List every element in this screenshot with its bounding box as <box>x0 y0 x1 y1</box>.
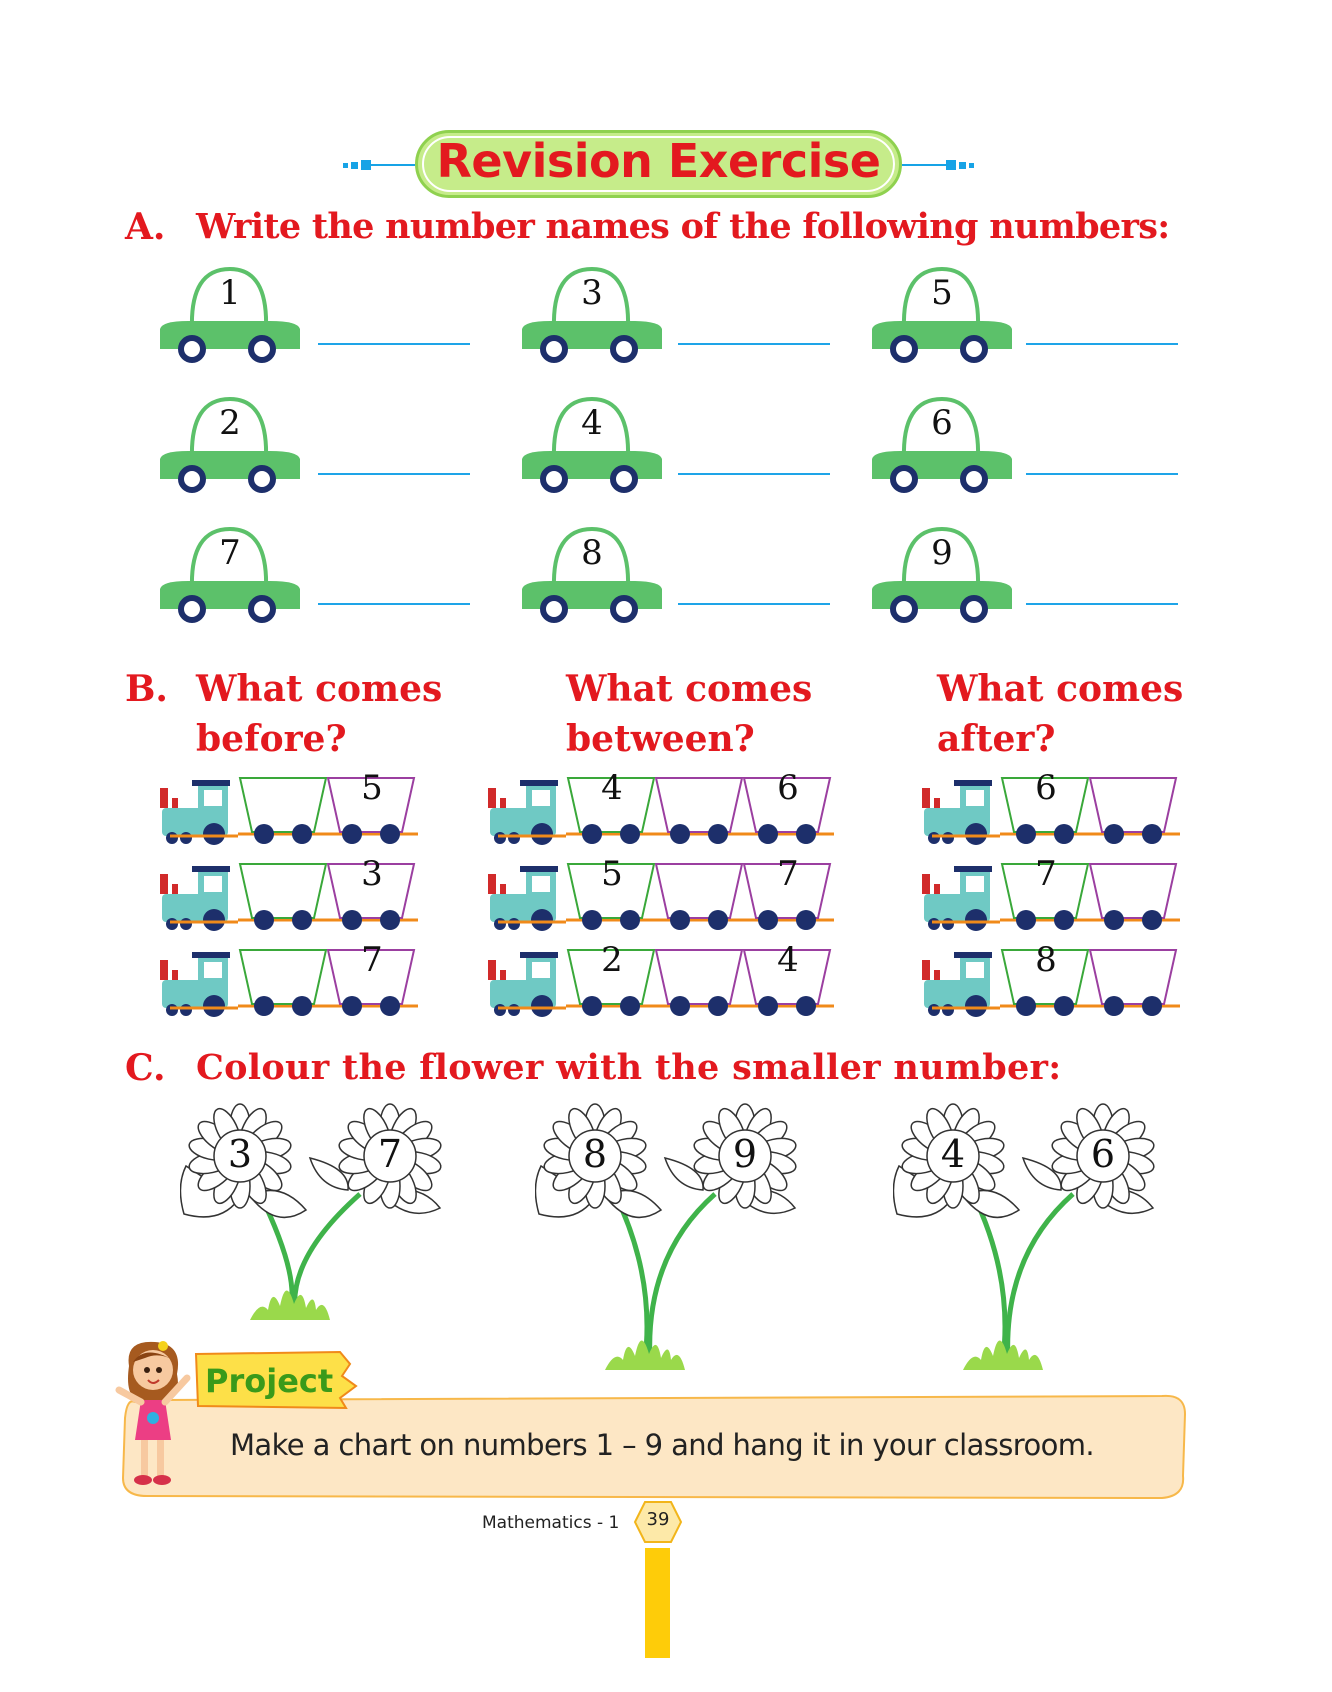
answer-line-7[interactable] <box>318 603 470 605</box>
section-b-letter: B. <box>125 668 168 710</box>
wagon-number: 3 <box>361 854 383 894</box>
wagon-number: 7 <box>361 940 383 980</box>
car-number-label: 7 <box>219 533 241 573</box>
car-number-8 <box>520 525 664 625</box>
answer-line-3[interactable] <box>678 343 830 345</box>
car-number-label: 3 <box>581 273 603 313</box>
title-connector-left <box>343 160 415 170</box>
flower-pair-3-7 <box>180 1096 450 1340</box>
flower-pair-4-6 <box>893 1096 1163 1390</box>
flower-number-7[interactable]: 7 <box>377 1132 403 1176</box>
between-train-2-4 <box>486 940 834 1024</box>
wagon-number: 7 <box>777 854 799 894</box>
car-number-7 <box>158 525 302 625</box>
flower-number-9[interactable]: 9 <box>732 1132 758 1176</box>
title-connector-right <box>902 160 974 170</box>
wagon-number: 6 <box>777 768 799 808</box>
flower-number-4[interactable]: 4 <box>940 1132 966 1176</box>
after-heading-line2: after? <box>937 718 1056 760</box>
wagon-number: 2 <box>601 940 623 980</box>
wagon-number: 4 <box>601 768 623 808</box>
wagon-number: 8 <box>1035 940 1057 980</box>
answer-line-4[interactable] <box>678 473 830 475</box>
car-number-4 <box>520 395 664 495</box>
page-number: 39 <box>646 1509 670 1530</box>
car-number-label: 2 <box>219 403 241 443</box>
wagon-number: 5 <box>601 854 623 894</box>
wagon-number: 5 <box>361 768 383 808</box>
between-train-5-7 <box>486 854 834 938</box>
car-number-1 <box>158 265 302 365</box>
car-number-label: 8 <box>581 533 603 573</box>
after-train-7 <box>920 854 1180 938</box>
flower-number-3[interactable]: 3 <box>227 1132 253 1176</box>
before-heading-line2: before? <box>196 718 347 760</box>
section-a-instruction: Write the number names of the following numbers: <box>196 206 1170 247</box>
before-train-7 <box>158 940 418 1024</box>
project-text: Make a chart on numbers 1 – 9 and hang it in your classroom. <box>230 1428 1095 1462</box>
before-train-3 <box>158 854 418 938</box>
project-label: Project <box>205 1362 334 1400</box>
answer-line-1[interactable] <box>318 343 470 345</box>
flower-pair-8-9 <box>535 1096 805 1390</box>
section-c-letter: C. <box>125 1047 166 1089</box>
before-train-5 <box>158 768 418 852</box>
after-heading-line1: What comes <box>937 668 1184 710</box>
car-number-label: 6 <box>931 403 953 443</box>
car-number-label: 5 <box>931 273 953 313</box>
car-number-6 <box>870 395 1014 495</box>
after-train-8 <box>920 940 1180 1024</box>
car-number-3 <box>520 265 664 365</box>
car-number-5 <box>870 265 1014 365</box>
before-heading-line1: What comes <box>196 668 443 710</box>
answer-line-8[interactable] <box>678 603 830 605</box>
flower-number-8[interactable]: 8 <box>582 1132 608 1176</box>
title-banner <box>415 130 902 198</box>
footer-subject: Mathematics - 1 <box>482 1513 620 1533</box>
page-tab-strip <box>645 1548 670 1658</box>
car-number-2 <box>158 395 302 495</box>
between-heading-line2: between? <box>566 718 755 760</box>
between-heading-line1: What comes <box>566 668 813 710</box>
wagon-number: 6 <box>1035 768 1057 808</box>
answer-line-9[interactable] <box>1026 603 1178 605</box>
wagon-number: 7 <box>1035 854 1057 894</box>
car-number-label: 4 <box>581 403 603 443</box>
section-c-instruction: Colour the flower with the smaller number: <box>196 1047 1062 1088</box>
section-a-letter: A. <box>125 206 166 248</box>
girl-character-illustration <box>115 1340 195 1492</box>
answer-line-6[interactable] <box>1026 473 1178 475</box>
wagon-number: 4 <box>777 940 799 980</box>
between-train-4-6 <box>486 768 834 852</box>
page-title: Revision Exercise <box>436 134 881 188</box>
flower-number-6[interactable]: 6 <box>1090 1132 1116 1176</box>
car-number-label: 9 <box>931 533 953 573</box>
after-train-6 <box>920 768 1180 852</box>
answer-line-2[interactable] <box>318 473 470 475</box>
car-number-9 <box>870 525 1014 625</box>
answer-line-5[interactable] <box>1026 343 1178 345</box>
car-number-label: 1 <box>219 273 241 313</box>
